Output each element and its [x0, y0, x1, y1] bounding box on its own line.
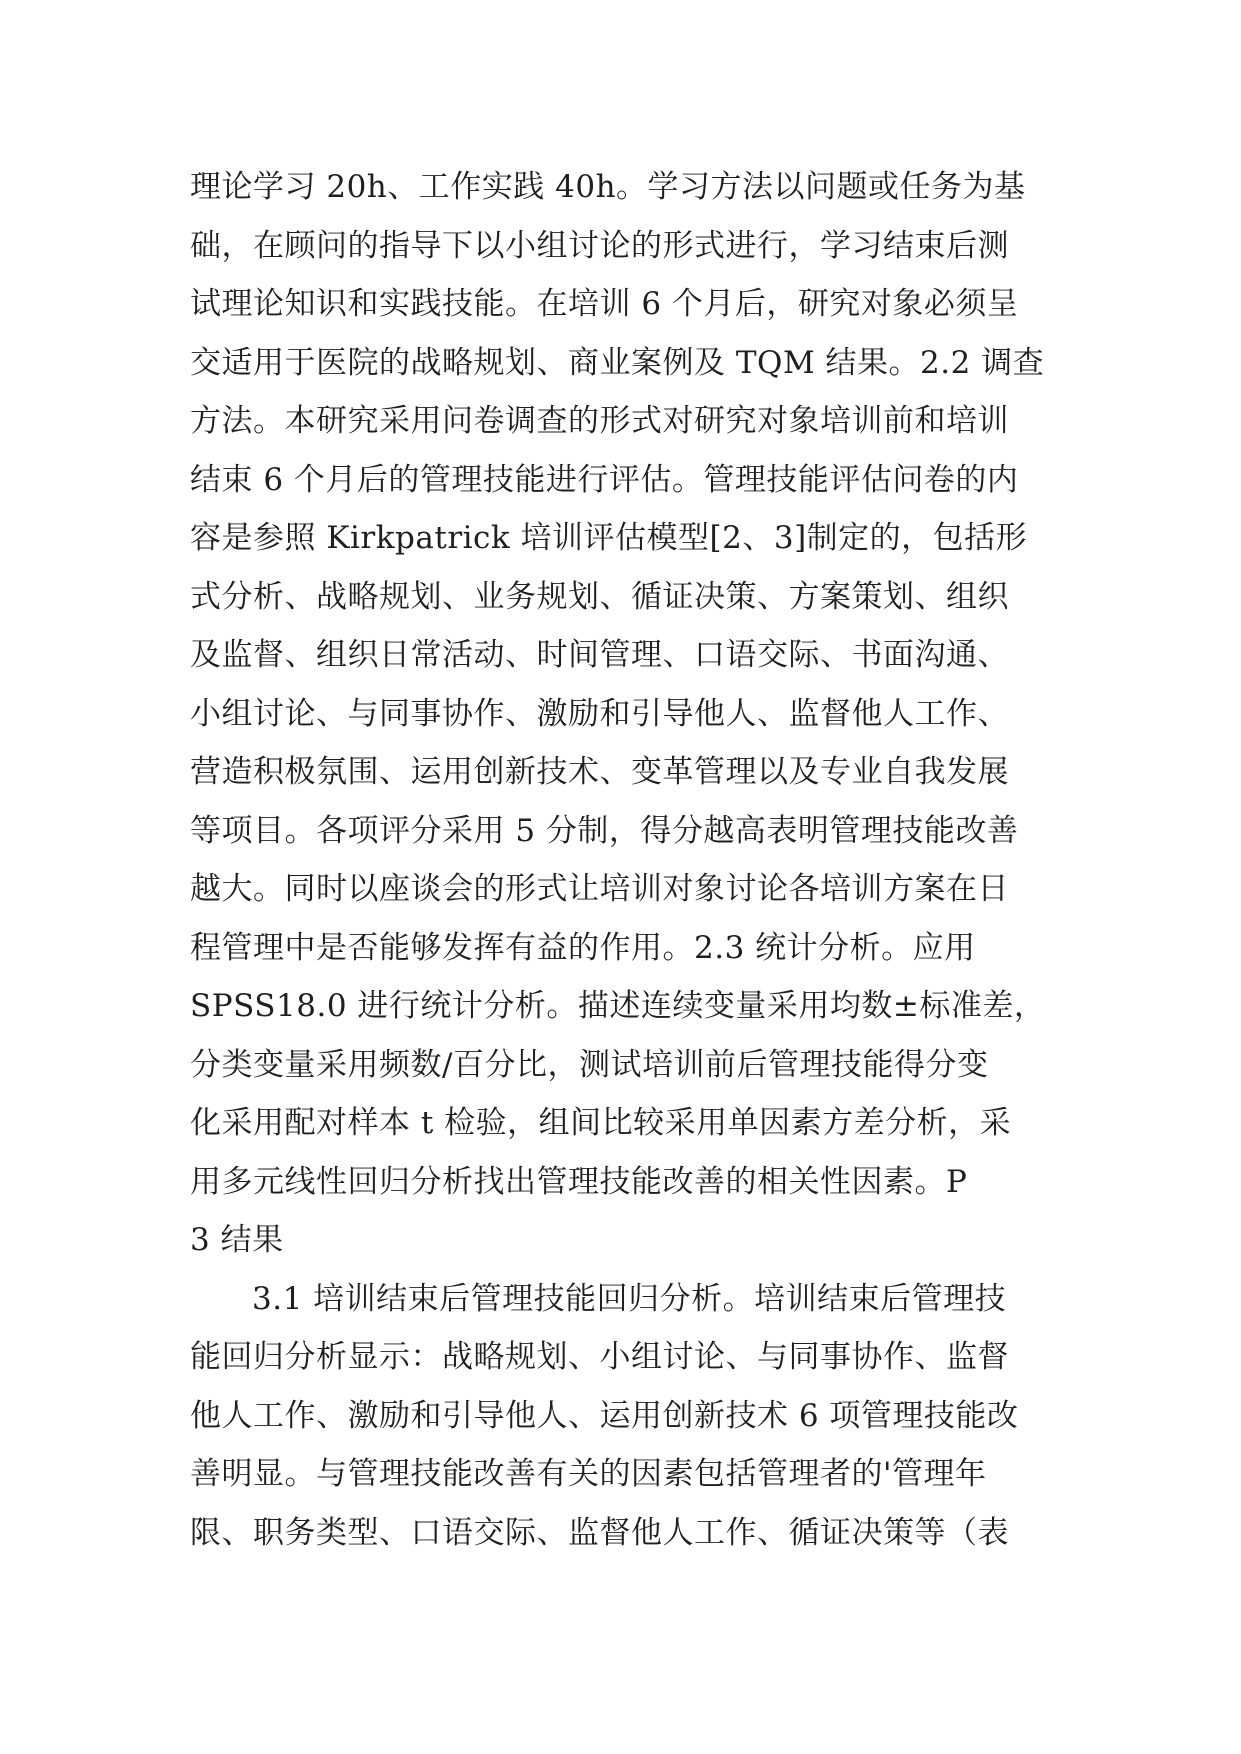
text-line: 试理论知识和实践技能。在培训 6 个月后，研究对象必须呈: [190, 286, 1019, 322]
text-line: 及监督、组织日常活动、时间管理、口语交际、书面沟通、: [190, 637, 1009, 673]
text-line: 结束 6 个月后的管理技能进行评估。管理技能评估问卷的内: [190, 461, 1019, 498]
text-line: 础，在顾问的指导下以小组讨论的形式进行，学习结束后测: [190, 227, 1009, 264]
text-line: 分类变量采用频数/百分比，测试培训前后管理技能得分变: [190, 1046, 989, 1083]
text-line: 用多元线性回归分析找出管理技能改善的相关性因素。P: [190, 1163, 968, 1200]
text-line: 越大。同时以座谈会的形式让培训对象讨论各培训方案在日: [190, 871, 1009, 907]
text-line: 善明显。与管理技能改善有关的因素包括管理者的'管理年: [190, 1456, 987, 1492]
text-line: 程管理中是否能够发挥有益的作用。2.3 统计分析。应用: [190, 929, 976, 966]
text-line: 式分析、战略规划、业务规划、循证决策、方案策划、组织: [190, 578, 1009, 615]
text-line: 营造积极氛围、运用创新技术、变革管理以及专业自我发展: [190, 754, 1009, 790]
text-line: 化采用配对样本 t 检验，组间比较采用单因素方差分析，采: [190, 1105, 1012, 1141]
body-text: [190, 158, 1070, 1562]
section-heading: 3 结果: [190, 1222, 284, 1258]
text-line: 限、职务类型、口语交际、监督他人工作、循证决策等（表: [190, 1514, 1009, 1551]
text-line: 他人工作、激励和引导他人、运用创新技术 6 项管理技能改: [190, 1397, 1019, 1434]
text-line: SPSS18.0 进行统计分析。描述连续变量采用均数±标准差，: [190, 988, 1046, 1024]
text-line: 等项目。各项评分采用 5 分制，得分越高表明管理技能改善: [190, 812, 1019, 849]
text-line: 小组讨论、与同事协作、激励和引导他人、监督他人工作、: [190, 695, 1009, 732]
text-line: 交适用于医院的战略规划、商业案例及 TQM 结果。2.2 调查: [190, 344, 1045, 381]
text-line: 能回归分析显示：战略规划、小组讨论、与同事协作、监督: [190, 1339, 1009, 1375]
text-line: 3.1 培训结束后管理技能回归分析。培训结束后管理技: [252, 1280, 1007, 1317]
text-line: 容是参照 Kirkpatrick 培训评估模型[2、3]制定的，包括形: [190, 520, 1028, 556]
text-line: 方法。本研究采用问卷调查的形式对研究对象培训前和培训: [190, 403, 1009, 439]
text-line: 理论学习 20h、工作实践 40h。学习方法以问题或任务为基: [190, 169, 1026, 205]
